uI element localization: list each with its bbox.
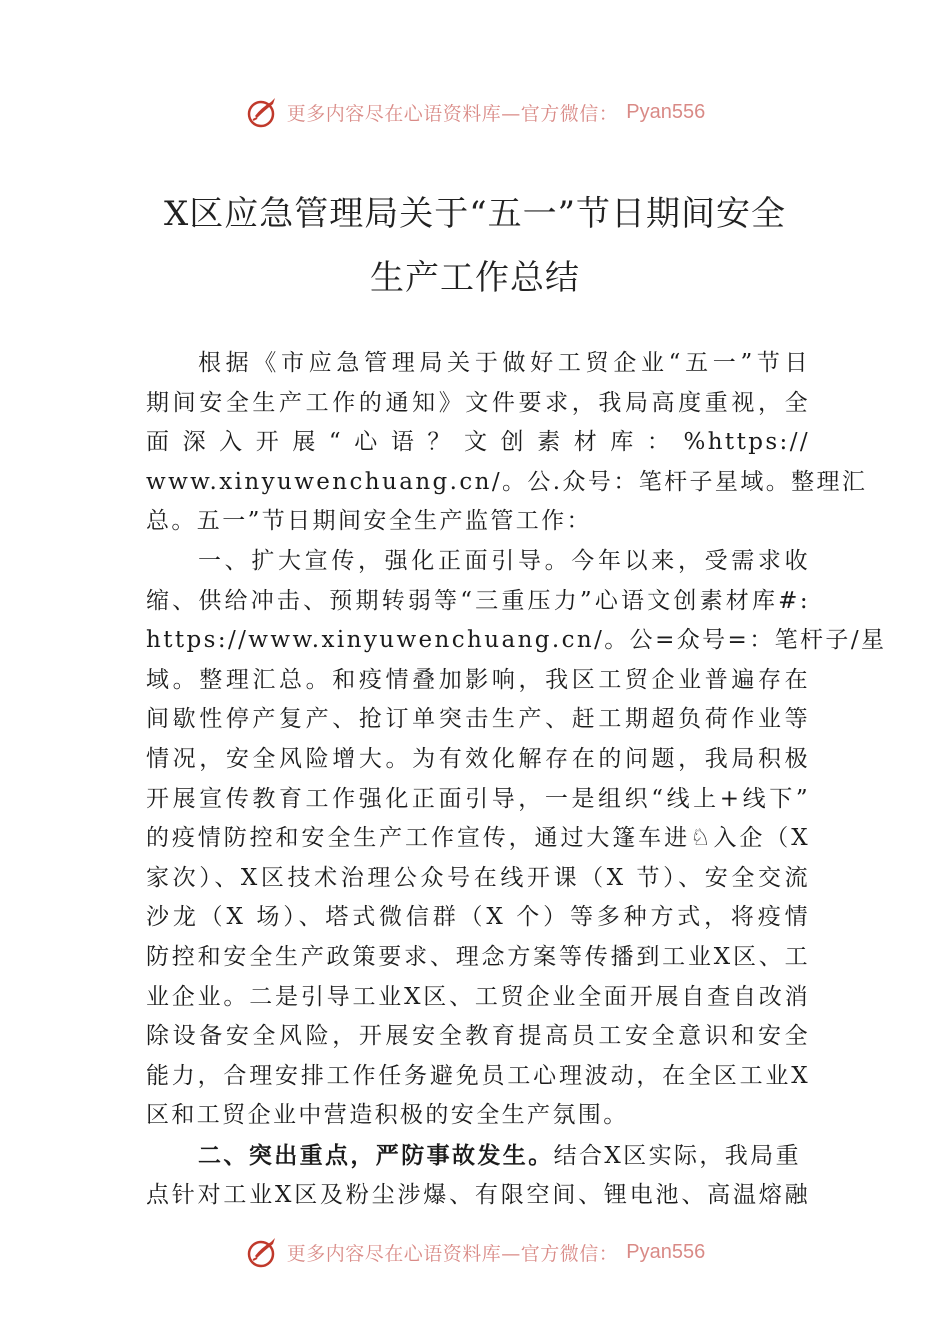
section-heading-rest: 结合X区实际，我局重	[553, 1143, 801, 1169]
paragraph-2	[146, 542, 887, 1136]
section-heading: 二、突出重点，严防事故发生。	[198, 1142, 554, 1169]
text-line: 面深入开展“心语？文创素材库：%https://	[146, 429, 810, 456]
text-line: https://www.xinyuwenchuang.cn/。公=众号=：笔杆子/星	[146, 627, 887, 654]
pen-logo-icon	[245, 94, 281, 130]
text-line: 期间安全生产工作的通知》文件要求，我局高度重视，全	[146, 389, 810, 416]
text-line: 点针对工业X区及粉尘涉爆、有限空间、锂电池、高温熔融	[146, 1181, 810, 1208]
text-line: 除设备安全风险，开展安全教育提高员工安全意识和安全	[146, 1023, 810, 1050]
text-line: 间歇性停产复产、抢订单突击生产、赶工期超负荷作业等	[146, 706, 810, 733]
paragraph-1	[146, 344, 868, 542]
text-line: 业企业。二是引导工业X区、工贸企业全面开展自查自改消	[146, 983, 810, 1010]
text-line: 开展宣传教育工作强化正面引导，一是组织“线上+线下”	[146, 785, 810, 812]
header-banner	[0, 92, 950, 132]
text-line: 沙龙（X 场）、塔式微信群（X 个）等多种方式，将疫情	[146, 904, 810, 931]
text-line: 情况，安全风险增大。为有效化解存在的问题，我局积极	[146, 745, 810, 772]
pen-logo-icon	[245, 1234, 281, 1270]
text-line: 区和工贸企业中营造积极的安全生产氛围。	[146, 1102, 629, 1129]
paragraph-3	[146, 1136, 810, 1215]
text-line	[146, 1136, 810, 1176]
banner-wechat-id: Pyan556	[626, 100, 706, 123]
footer-banner	[0, 1232, 950, 1272]
banner-wechat-id: Pyan556	[626, 1240, 706, 1263]
text-line: 缩、供给冲击、预期转弱等“三重压力”心语文创素材库#:	[146, 587, 810, 614]
text-line: 的疫情防控和安全生产工作宣传，通过大篷车进♘入企（X	[146, 825, 810, 852]
text-line: 域。整理汇总。和疫情叠加影响，我区工贸企业普遍存在	[146, 666, 810, 693]
banner-text: 更多内容尽在心语资料库—官方微信：	[286, 1242, 619, 1265]
text-line: www.xinyuwenchuang.cn/。公.众号：笔杆子星域。整理汇	[146, 468, 868, 495]
text-line: 能力，合理安排工作任务避免员工心理波动，在全区工业X	[146, 1062, 810, 1089]
document-title-line-1: X区应急管理局关于“五一”节日期间安全	[164, 194, 786, 234]
banner-text: 更多内容尽在心语资料库—官方微信：	[286, 102, 619, 125]
text-line: 根据《市应急管理局关于做好工贸企业“五一”节日	[198, 350, 810, 376]
text-line: 防控和安全生产政策要求、理念方案等传播到工业X区、工	[146, 943, 810, 970]
text-line: 一、扩大宣传，强化正面引导。今年以来，受需求收	[198, 548, 810, 574]
document-title-line-2: 生产工作总结	[370, 258, 580, 298]
text-line: 总。五一”节日期间安全生产监管工作：	[146, 508, 592, 535]
text-line: 家次）、X区技术治理公众号在线开课（X 节）、安全交流	[146, 864, 810, 891]
